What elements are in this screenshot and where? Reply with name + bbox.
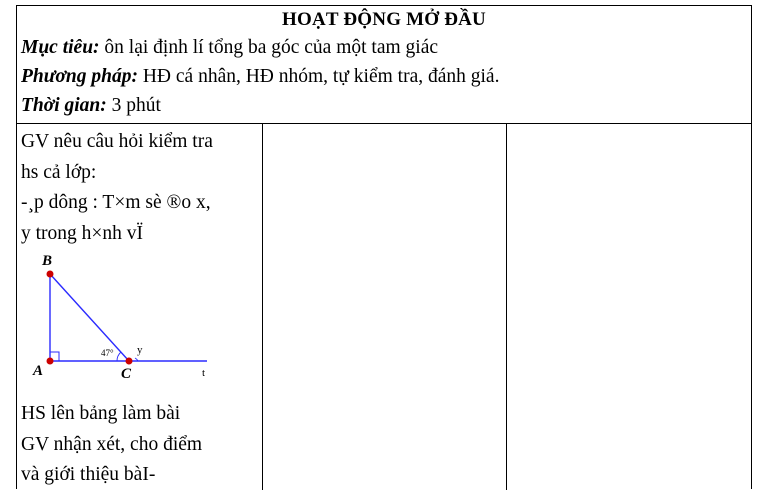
text-line: và giới thiệu bàI- [21, 464, 156, 485]
lesson-table [16, 5, 752, 489]
question-paragraph [21, 127, 257, 249]
label-y: y [137, 344, 143, 356]
segment-bc [50, 274, 129, 361]
objective-line [21, 37, 438, 59]
time-line [21, 95, 161, 117]
point-a [47, 358, 54, 365]
point-c [126, 358, 133, 365]
method-text: HĐ cá nhân, HĐ nhóm, tự kiểm tra, đánh giá. [137, 66, 500, 87]
text-line: y trong h×nh vÏ [21, 222, 144, 244]
text-line: GV nêu câu hỏi kiểm tra [21, 131, 213, 152]
text-line: -¸p dông : T×m sè ®o x, [21, 192, 211, 213]
angle-arc-47 [117, 352, 121, 361]
section-title: HOẠT ĐỘNG MỞ ĐẦU [282, 9, 486, 30]
text-line: HS lên bảng làm bài [21, 403, 181, 424]
text-line: GV nhận xét, cho điểm [21, 433, 203, 455]
method-label: Phương pháp: [21, 66, 138, 87]
student-activity-column [263, 124, 507, 490]
label-b: B [42, 253, 53, 269]
method-line [21, 66, 499, 88]
notes-column [507, 124, 751, 490]
label-c: C [121, 366, 132, 382]
label-t: t [202, 367, 206, 379]
label-a: A [33, 363, 44, 379]
objective-label: Mục tiêu: [21, 37, 100, 58]
angle-label: 47° [101, 348, 114, 358]
text-line: hs cả lớp: [21, 161, 97, 183]
time-label: Thời gian: [21, 95, 107, 116]
objective-text: ôn lại định lí tổng ba góc của một tam giác [99, 37, 439, 58]
triangle-figure [17, 252, 217, 384]
header-cell [17, 6, 751, 124]
teacher-activity-column [17, 124, 263, 490]
closing-paragraph [21, 399, 257, 491]
point-b [47, 271, 54, 278]
time-text: 3 phút [106, 95, 161, 116]
